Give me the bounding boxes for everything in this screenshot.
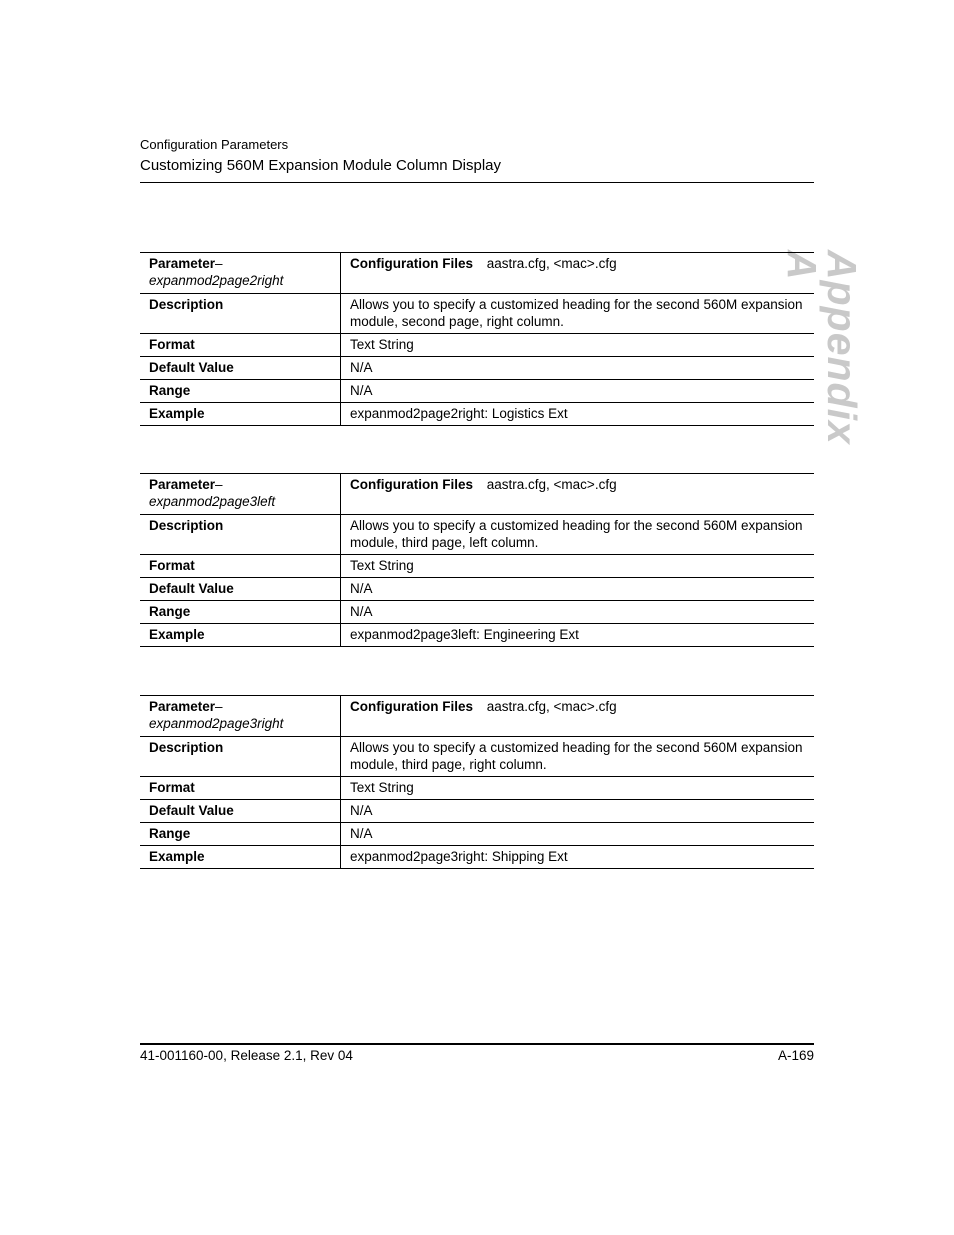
parameter-label: Parameter	[149, 699, 216, 714]
example-value: expanmod2page3left: Engineering Ext	[341, 624, 815, 647]
table-row	[140, 334, 814, 357]
parameter-dash: –	[215, 477, 223, 492]
footer-divider	[140, 1043, 814, 1045]
default-value-value: N/A	[341, 800, 815, 823]
config-files-cell	[341, 696, 815, 737]
table-row	[140, 777, 814, 800]
table-row	[140, 253, 814, 294]
header-divider	[140, 182, 814, 183]
example-value: expanmod2page3right: Shipping Ext	[341, 846, 815, 869]
description-value: Allows you to specify a customized heading for the second 560M expansion module, third page, right column.	[341, 737, 815, 777]
example-label: Example	[140, 403, 341, 426]
parameter-table-expanmod2page2right	[140, 252, 814, 426]
config-files-label: Configuration Files	[350, 699, 473, 714]
parameter-name: expanmod2page3right	[149, 716, 284, 731]
config-files-cell	[341, 253, 815, 294]
config-files-label: Configuration Files	[350, 477, 473, 492]
range-label: Range	[140, 601, 341, 624]
parameter-table-expanmod2page3left	[140, 473, 814, 647]
parameter-name: expanmod2page3left	[149, 494, 276, 509]
format-label: Format	[140, 334, 341, 357]
range-value: N/A	[341, 380, 815, 403]
table-row	[140, 601, 814, 624]
description-value: Allows you to specify a customized heading for the second 560M expansion module, third page, left column.	[341, 515, 815, 555]
default-value-value: N/A	[341, 578, 815, 601]
table-row	[140, 737, 814, 777]
parameter-cell	[140, 474, 341, 515]
example-value: expanmod2page2right: Logistics Ext	[341, 403, 815, 426]
config-files-value: aastra.cfg, <mac>.cfg	[486, 699, 617, 714]
parameter-dash: –	[215, 256, 223, 271]
parameter-cell	[140, 253, 341, 294]
table-row	[140, 823, 814, 846]
table-row	[140, 846, 814, 869]
range-value: N/A	[341, 823, 815, 846]
table-row	[140, 696, 814, 737]
default-value-label: Default Value	[140, 578, 341, 601]
running-header-section: Configuration Parameters	[140, 137, 289, 152]
table-row	[140, 474, 814, 515]
format-value: Text String	[341, 555, 815, 578]
table-row	[140, 578, 814, 601]
table-row	[140, 357, 814, 380]
default-value-value: N/A	[341, 357, 815, 380]
table-row	[140, 624, 814, 647]
range-value: N/A	[341, 601, 815, 624]
format-label: Format	[140, 777, 341, 800]
footer-page-number: A-169	[777, 1048, 814, 1063]
description-value: Allows you to specify a customized heading for the second 560M expansion module, second page, right column.	[341, 294, 815, 334]
running-header-title: Customizing 560M Expansion Module Column Display	[140, 157, 502, 174]
example-label: Example	[140, 624, 341, 647]
parameter-label: Parameter	[149, 477, 216, 492]
config-files-cell	[341, 474, 815, 515]
table-row	[140, 403, 814, 426]
format-label: Format	[140, 555, 341, 578]
table-row	[140, 294, 814, 334]
config-files-value: aastra.cfg, <mac>.cfg	[486, 256, 617, 271]
table-row	[140, 380, 814, 403]
config-files-value: aastra.cfg, <mac>.cfg	[486, 477, 617, 492]
parameter-name: expanmod2page2right	[149, 273, 284, 288]
range-label: Range	[140, 380, 341, 403]
config-files-label: Configuration Files	[350, 256, 473, 271]
appendix-side-tab: Appendix A	[779, 250, 865, 445]
parameter-cell	[140, 696, 341, 737]
example-label: Example	[140, 846, 341, 869]
table-row	[140, 515, 814, 555]
table-row	[140, 800, 814, 823]
table-row	[140, 555, 814, 578]
default-value-label: Default Value	[140, 357, 341, 380]
default-value-label: Default Value	[140, 800, 341, 823]
parameter-dash: –	[215, 699, 223, 714]
parameter-label: Parameter	[149, 256, 216, 271]
description-label: Description	[140, 737, 341, 777]
description-label: Description	[140, 515, 341, 555]
description-label: Description	[140, 294, 341, 334]
format-value: Text String	[341, 777, 815, 800]
format-value: Text String	[341, 334, 815, 357]
range-label: Range	[140, 823, 341, 846]
footer-doc-id: 41-001160-00, Release 2.1, Rev 04	[140, 1048, 353, 1063]
parameter-table-expanmod2page3right	[140, 695, 814, 869]
